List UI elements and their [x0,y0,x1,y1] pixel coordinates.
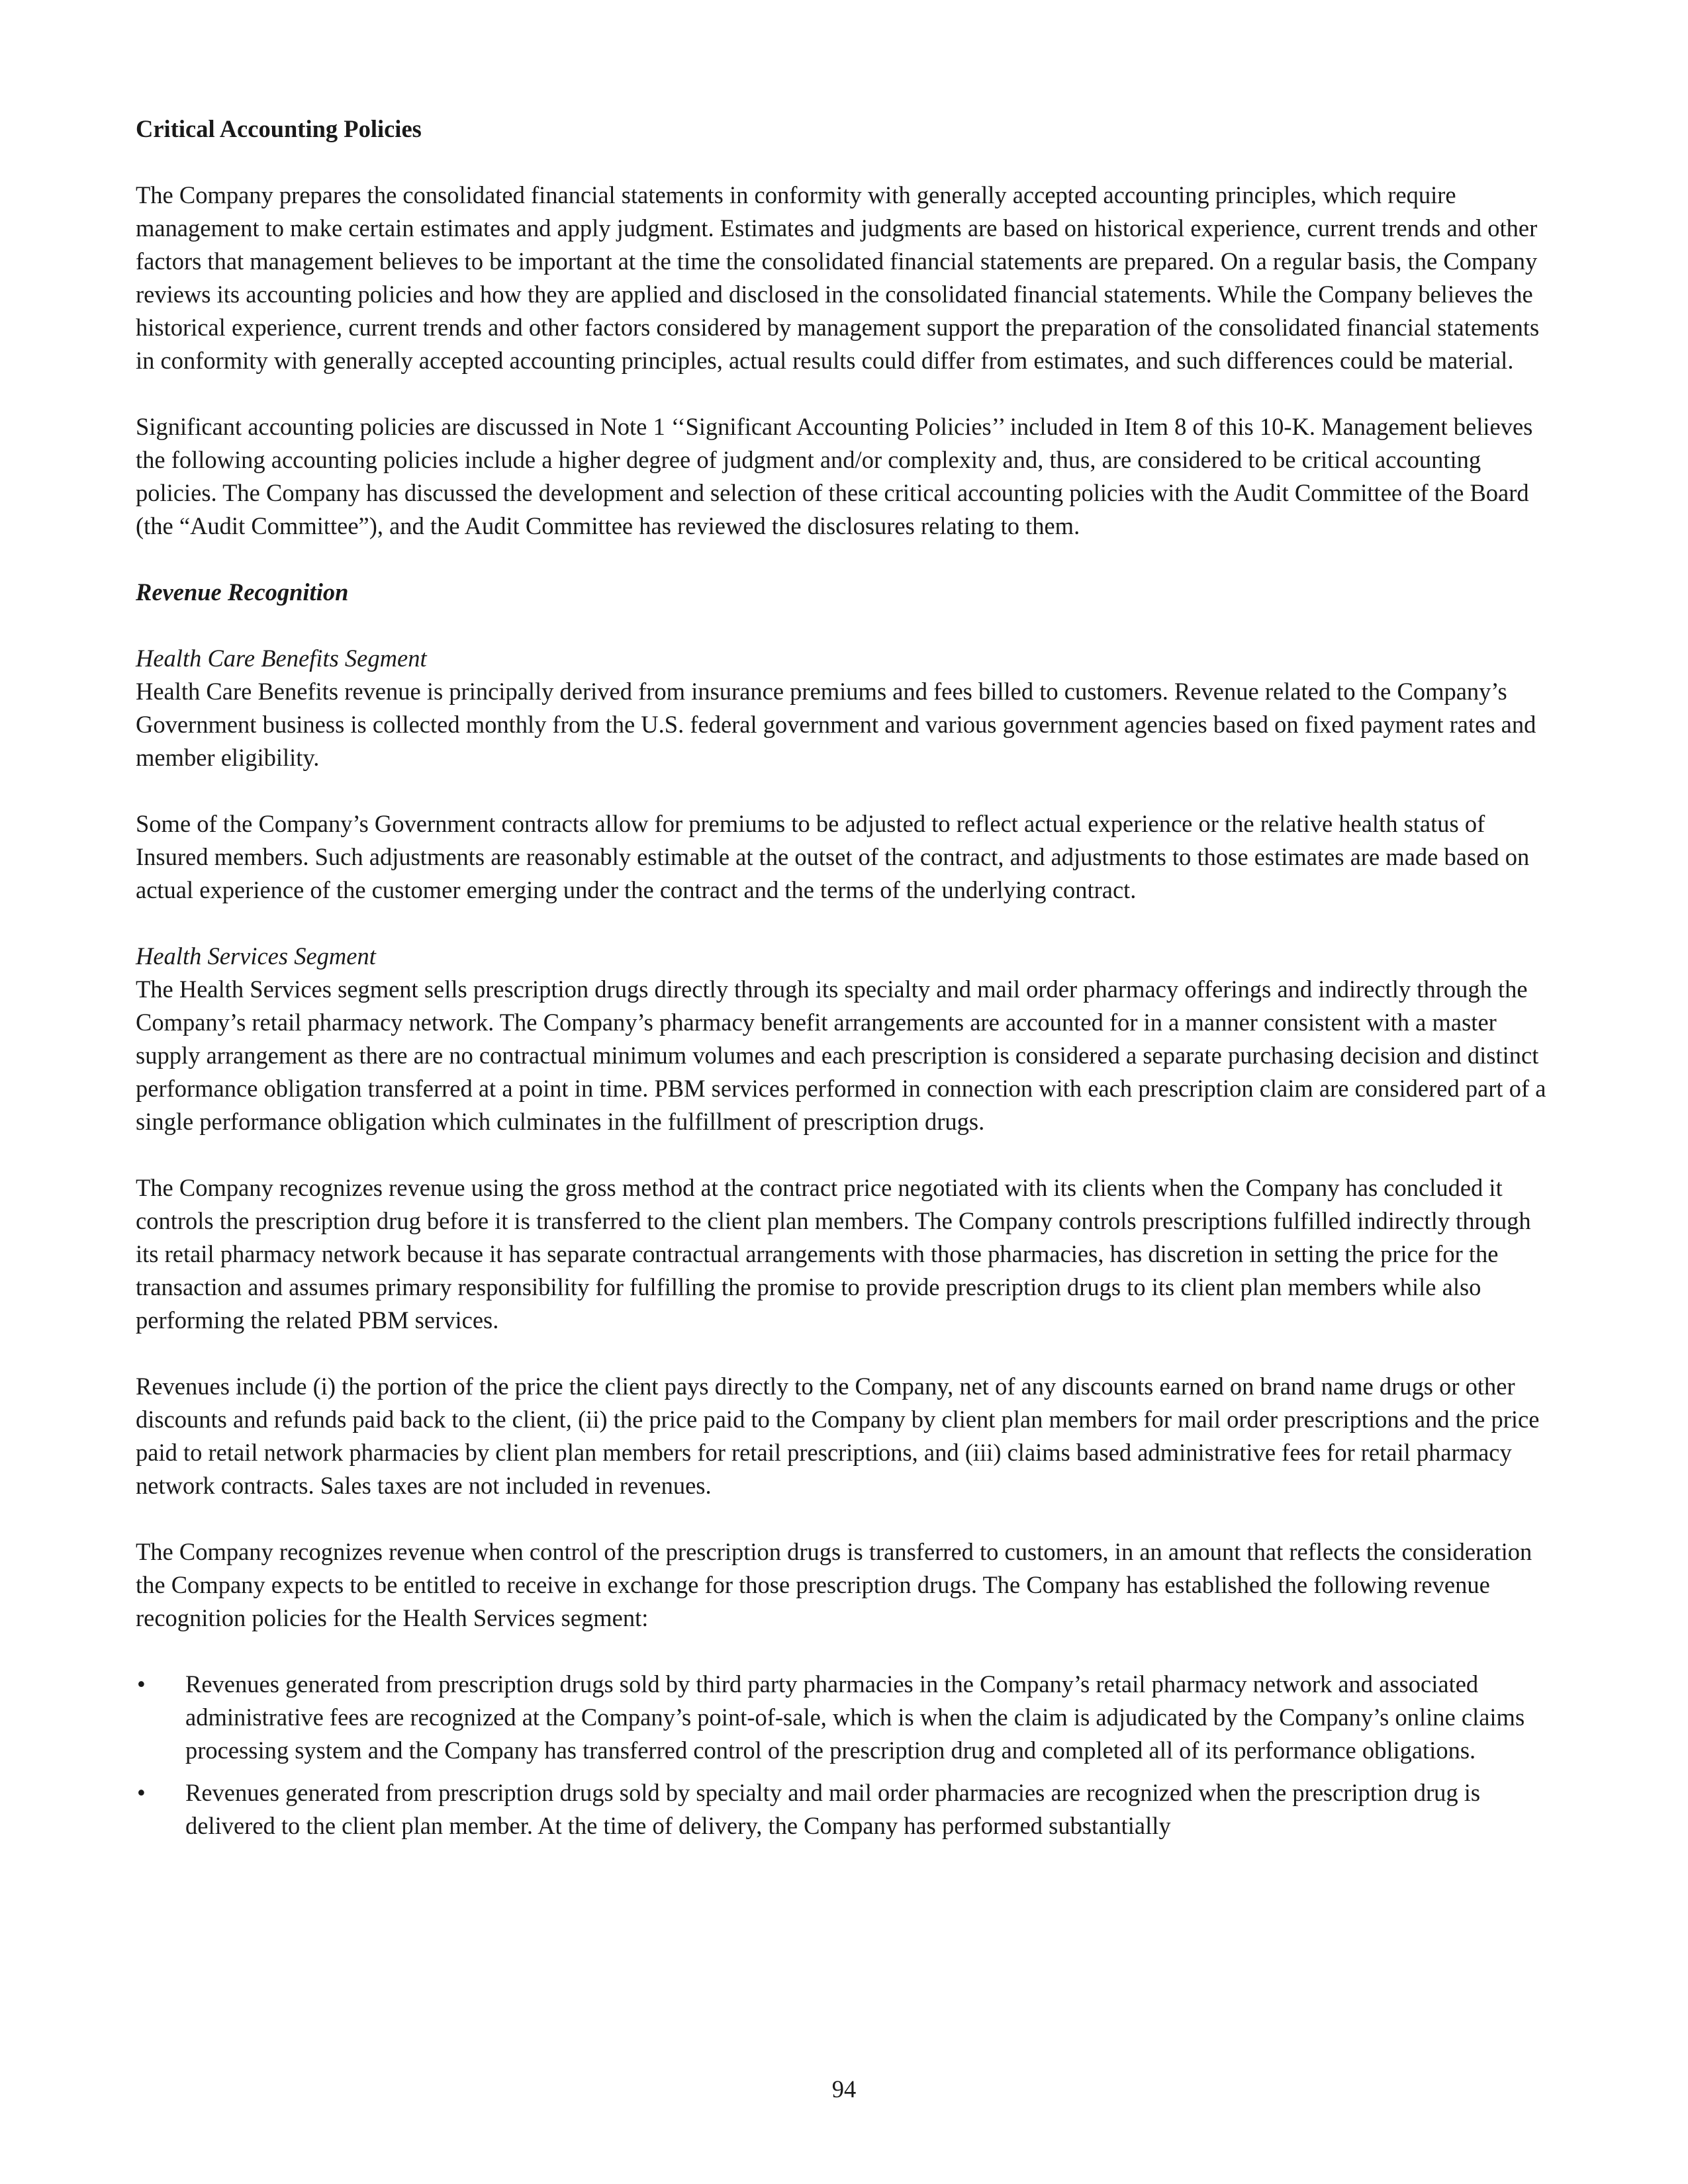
bullet-text-retail-pharmacy: Revenues generated from prescription drugs sold by third party pharmacies in the Company’s retail pharmacy network and associated administrative fees are recognized at the Company’s point-of-sale, which is when the claim is adjudicated by the Company’s online claims processing system and the Company has transferred control of the prescription drug and completed all of its performance obligations. [185,1670,1525,1764]
bullet-icon: • [137,1670,146,1698]
paragraph-gross-method: The Company recognizes revenue using the gross method at the contract price negotiated with its clients when the Company has concluded it controls the prescription drug before it is transferred to the client plan members. The Company controls prescriptions fulfilled indirectly through its retail pharmacy network because it has separate contractual arrangements with those pharmacies, has discretion in setting the price for the transaction and assumes primary responsibility for fulfilling the promise to provide prescription drugs to its client plan members while also performing the related PBM services. [136,1174,1531,1334]
paragraph-government-contracts: Some of the Company’s Government contracts allow for premiums to be adjusted to reflect actual experience or the relative health status of Insured members. Such adjustments are reasonably estimable at the outset of the contract, and adjustments to those estimates are made based on actual experience of the customer emerging under the contract and the terms of the underlying contract. [136,810,1530,903]
paragraph-control-transfer: The Company recognizes revenue when control of the prescription drugs is transferred to customers, in an amount that reflects the consideration the Company expects to be entitled to receive in exchange for those prescription drugs. The Company has established the following revenue recognition policies for the Health Services segment: [136,1538,1532,1631]
paragraph-significant-policies: Significant accounting policies are discussed in Note 1 ‘‘Significant Accounting Policies’’ included in Item 8 of this 10-K. Management believes the following accounting policies include a higher degree of judgment and/or complexity and, thus, are considered to be critical accounting policies. The Company has discussed the development and selection of these critical accounting policies with the Audit Committee of the Board (the “Audit Committee”), and the Audit Committee has reviewed the disclosures relating to them. [136,413,1533,539]
subheading-health-services-segment: Health Services Segment [136,942,376,970]
subheading-health-care-benefits-segment: Health Care Benefits Segment [136,645,427,672]
page-number: 94 [831,2075,857,2103]
revenue-policies-bullet-list [136,1668,1552,1843]
subheading-revenue-recognition: Revenue Recognition [136,578,349,606]
document-page [136,113,1552,1852]
paragraph-health-care-benefits-revenue: Health Care Benefits revenue is principally derived from insurance premiums and fees billed to customers. Revenue related to the Company’s Government business is collected monthly from the U.S. federal government and various government agencies based on fixed payment rates and member eligibility. [136,678,1536,771]
paragraph-revenues-include: Revenues include (i) the portion of the price the client pays directly to the Company, net of any discounts earned on brand name drugs or other discounts and refunds paid back to the client, (ii) the price paid to the Company by client plan members for mail order prescriptions and the price paid to retail network pharmacies by client plan members for retail prescriptions, and (iii) claims based administrative fees for retail pharmacy network contracts. Sales taxes are not included in revenues. [136,1373,1540,1499]
section-heading-critical-accounting-policies: Critical Accounting Policies [136,115,422,142]
bullet-text-specialty-mail-order: Revenues generated from prescription drugs sold by specialty and mail order pharmacies are recognized when the prescription drug is delivered to the client plan member. At the time of delivery, the Company has performed substantially [185,1779,1481,1839]
bullet-item-specialty-mail-order [136,1776,1552,1843]
bullet-icon: • [137,1779,146,1806]
paragraph-health-services-overview: The Health Services segment sells prescription drugs directly through its specialty and mail order pharmacy offerings and indirectly through the Company’s retail pharmacy network. The Company’s pharmacy benefit arrangements are accounted for in a manner consistent with a master supply arrangement as there are no contractual minimum volumes and each prescription is considered a separate purchasing decision and distinct performance obligation transferred at a point in time. PBM services performed in connection with each prescription claim are considered part of a single performance obligation which culminates in the fulfillment of prescription drugs. [136,976,1546,1135]
bullet-item-retail-pharmacy [136,1668,1552,1767]
paragraph-critical-accounting-intro: The Company prepares the consolidated financial statements in conformity with generally accepted accounting principles, which require management to make certain estimates and apply judgment. Estimates and judgments are based on historical experience, current trends and other factors that management believes to be important at the time the consolidated financial statements are prepared. On a regular basis, the Company reviews its accounting policies and how they are applied and disclosed in the consolidated financial statements. While the Company believes the historical experience, current trends and other factors considered by management support the preparation of the consolidated financial statements in conformity with generally accepted accounting principles, actual results could differ from estimates, and such differences could be material. [136,181,1540,374]
